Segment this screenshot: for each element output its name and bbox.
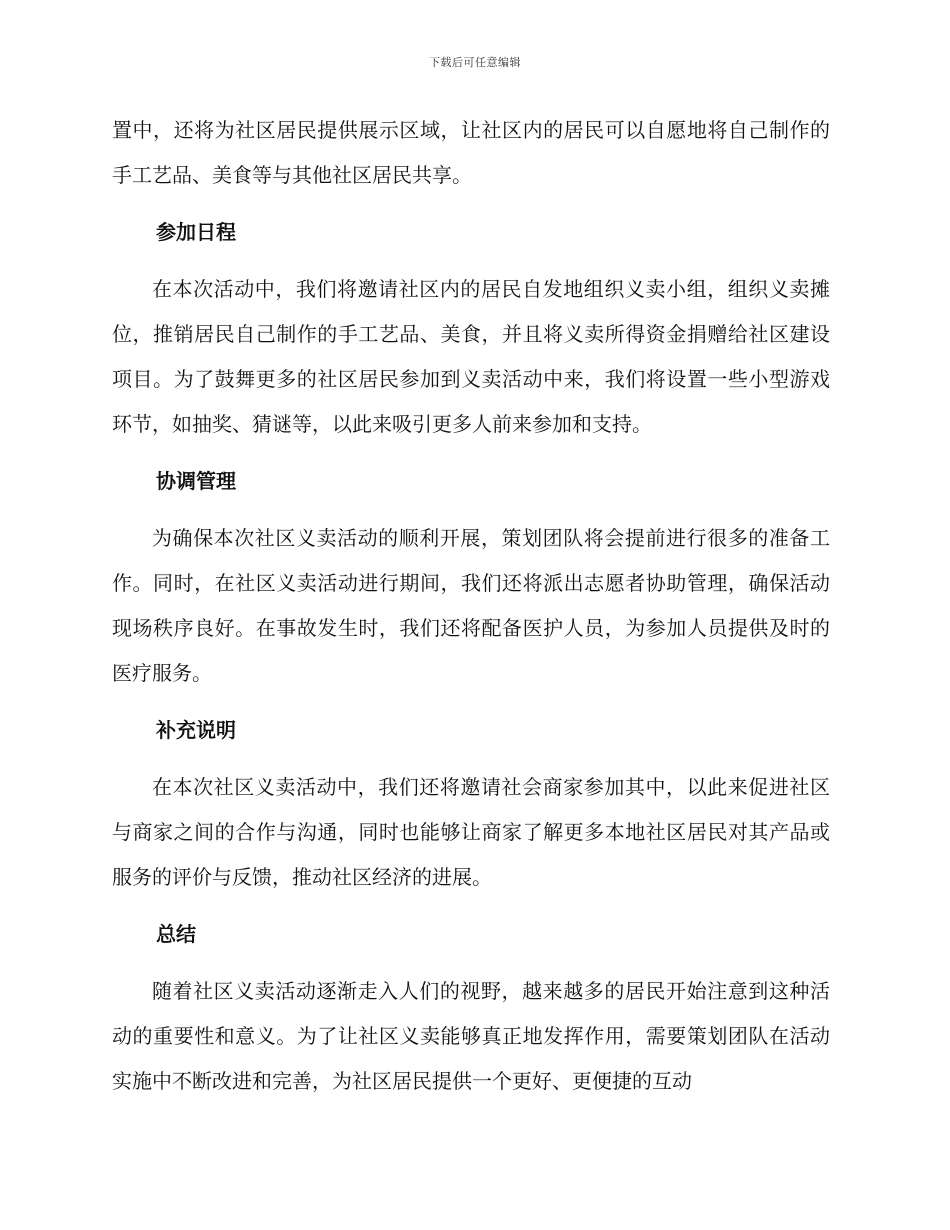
section-paragraph: 在本次社区义卖活动中，我们还将邀请社会商家参加其中，以此来促进社区与商家之间的合作与沟通，同时也能够让商家了解更多本地社区居民对其产品或服务的评价与反馈，推动社区经济的进展。 [112, 775, 830, 889]
section-supplement [112, 708, 830, 900]
section-schedule [112, 210, 830, 447]
section-coordination [112, 459, 830, 696]
section-paragraph: 随着社区义卖活动逐渐走入人们的视野，越来越多的居民开始注意到这种活动的重要性和意义。为了让社区义卖能够真正地发挥作用，需要策划团队在活动实施中不断改进和完善，为社区居民提供一个更好、更便捷的互动 [112, 979, 830, 1093]
section-heading: 协调管理 [156, 469, 236, 493]
section-paragraph: 为确保本次社区义卖活动的顺利开展，策划团队将会提前进行很多的准备工作。同时，在社区义卖活动进行期间，我们还将派出志愿者协助管理，确保活动现场秩序良好。在事故发生时，我们还将配备医护人员，为参加人员提供及时的医疗服务。 [112, 526, 830, 685]
section-heading: 补充说明 [156, 718, 236, 742]
section-paragraph: 在本次活动中，我们将邀请社区内的居民自发地组织义卖小组，组织义卖摊位，推销居民自己制作的手工艺品、美食，并且将义卖所得资金捐赠给社区建设项目。为了鼓舞更多的社区居民参加到义卖活动中来，我们将设置一些小型游戏环节，如抽奖、猜谜等，以此来吸引更多人前来参加和支持。 [112, 277, 830, 436]
section-heading: 总结 [156, 922, 196, 946]
intro-paragraph: 置中，还将为社区居民提供展示区域，让社区内的居民可以自愿地将自己制作的手工艺品、美食等与其他社区居民共享。 [112, 118, 830, 187]
document-body [112, 108, 830, 1104]
page-header-note: 下载后可任意编辑 [429, 56, 521, 69]
section-heading: 参加日程 [156, 220, 236, 244]
section-summary [112, 912, 830, 1104]
